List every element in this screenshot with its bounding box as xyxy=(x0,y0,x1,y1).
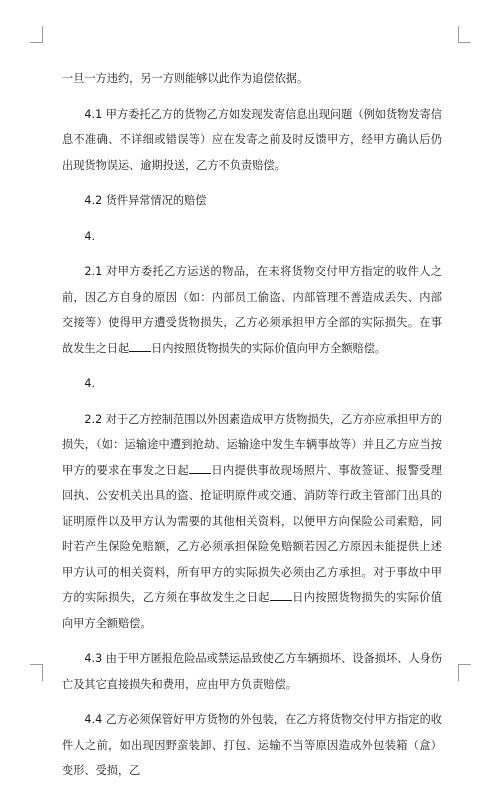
heading-4-2: 4.2 货件异常情况的赔偿 xyxy=(84,194,207,207)
fill-in-blank[interactable] xyxy=(189,461,211,474)
paragraph-2-1 xyxy=(62,259,442,361)
paragraph-4-1: 4.1 甲方委托乙方的货物乙方如发现发寄信息出现问题（例如货物发寄信息不准确、不详细或错误等）应在发寄之前及时反馈甲方，经甲方确认后仍出现货物误运、逾期投送，乙方不负责赔偿。 xyxy=(62,107,442,172)
paragraph-2-2 xyxy=(62,407,442,637)
fill-in-blank[interactable] xyxy=(270,588,292,601)
paragraph-2-2-text-c: 日内按照货物损失的实际价值向甲方全额赔偿。 xyxy=(62,591,442,630)
paragraph-2-2-text-a: 2.2 对于乙方控制范围以外因素造成甲方货物损失，乙方亦应承担甲方的损失，（如：运输途中遭到抢劫、运输途中发生车辆事故等）并且乙方应当按甲方的要求在事发之日起 xyxy=(62,412,442,477)
paragraph-continuation: 一旦一方违约，另一方则能够以此作为追偿依据。 xyxy=(62,72,309,85)
fill-in-blank[interactable] xyxy=(129,339,151,352)
paragraph-2-2-text-b: 日内提供事故现场照片、事故签证、报警受理回执、公安机关出具的盗、抢证明原件或交通、消防等行政主管部门出具的证明原件以及甲方认为需要的其他相关资料，以便甲方向保险公司索赔，同时若产生保险免赔额，乙方必须承担保险免赔额若因乙方原因未能提供上述甲方认可的相关资料，所有甲方的实际损失必须由乙方承担。对于事故中甲方的实际损失，乙方须在事故发生之日起 xyxy=(62,463,442,604)
crop-mark-top-left xyxy=(30,26,43,43)
paragraph-4-3: 4.3 由于甲方匿报危险品或禁运品致使乙方车辆损坏、设备损坏、人身伤亡及其它直接损失和费用，应由甲方负责赔偿。 xyxy=(62,652,442,691)
paragraph-2-1-text-a: 2.1 对甲方委托乙方运送的物品，在未将货物交付甲方指定的收件人之前，因乙方自身的原因（如：内部员工偷盗、内部管理不善造成丢失、内部交接等）使得甲方遭受货物损失，乙方必须承担甲方全部的实际损失。在事故发生之日起 xyxy=(62,265,442,355)
paragraph-number-fragment: 4. xyxy=(84,377,96,390)
document-body xyxy=(62,66,442,794)
paragraph-2-1-text-b: 日内按照货物损失的实际价值向甲方全额赔偿。 xyxy=(151,341,387,355)
crop-mark-top-right xyxy=(458,26,471,43)
crop-mark-bottom-right xyxy=(458,664,471,681)
paragraph-number-fragment: 4. xyxy=(84,229,96,243)
crop-mark-bottom-left xyxy=(30,664,43,681)
paragraph-4-4: 4.4 乙方必须保管好甲方货物的外包装，在乙方将货物交付甲方指定的收件人之前，如出现因野蛮装卸、打包、运输不当等原因造成外包装箱（盒）变形、受损，乙 xyxy=(62,713,442,777)
